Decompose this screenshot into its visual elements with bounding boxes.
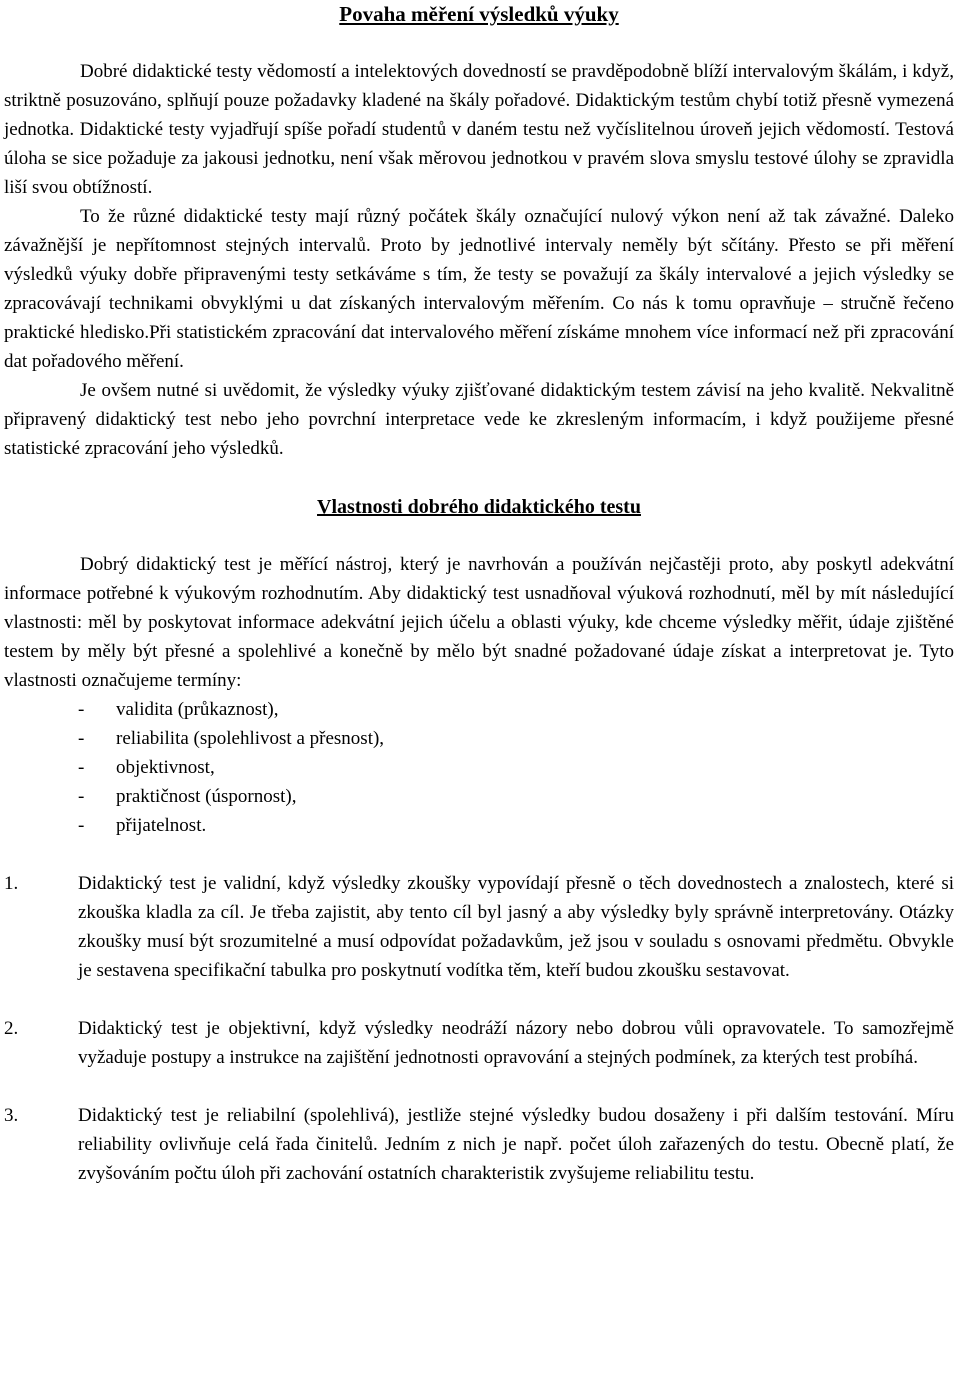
list-item-text: validita (průkaznost), bbox=[116, 699, 279, 720]
item-number: 1. bbox=[4, 873, 19, 894]
list-item bbox=[78, 811, 954, 840]
dash-marker: - bbox=[78, 728, 85, 749]
list-item-text: reliabilita (spolehlivost a přesnost), bbox=[116, 728, 385, 749]
item-text: Didaktický test je objektivní, když výsledky neodráží názory nebo dobrou vůli opravovatele. To samozřejmě vyžaduje postupy a instrukce na zajištění jednotnosti opravování a stejných podmínek, za kterých test probíhá. bbox=[78, 1018, 954, 1068]
numbered-item-objectivity bbox=[4, 1014, 954, 1072]
intro-paragraph-1: Dobré didaktické testy vědomostí a intelektových dovedností se pravděpodobně blíží intervalovým škálám, i když, striktně posuzováno, splňují pouze požadavky kladené na škály pořadové. Didaktickým testům chybí totiž přesně vymezená jednotka. Didaktické testy vyjadřují spíše pořadí studentů v daném testu než vyčíslitelnou úroveň jejich vědomostí. Testová úloha se sice požaduje za jakousi jednotku, není však měrovou jednotkou v pravém slova smyslu testové úlohy se zpravidla liší svou obtížností. bbox=[4, 61, 954, 198]
list-item bbox=[78, 724, 954, 753]
list-item-text: přijatelnost. bbox=[116, 815, 207, 836]
intro-paragraph-2: To že různé didaktické testy mají různý počátek škály označující nulový výkon není až tak závažné. Daleko závažnější je nepřítomnost stejných intervalů. Proto by jednotlivé intervaly neměly být sčítány. Přesto se při měření výsledků výuky dobře připravenými testy setkáváme s tím, že testy se považují za škály intervalové a jejich výsledky se zpracovávají technikami obvyklými u dat získaných intervalovým měřením. Co nás k tomu opravňuje – stručně řečeno praktické hledisko.Při statistickém zpracování dat intervalového měření získáme mnohem více informací než při zpracování dat pořadového měření. bbox=[4, 206, 954, 372]
item-text: Didaktický test je reliabilní (spolehlivá), jestliže stejné výsledky budou dosaženy i při dalším testování. Míru reliability ovlivňuje celá řada činitelů. Jedním z nich je např. počet úloh zařazených do testu. Obecně platí, že zvyšováním počtu úloh při zachování ostatních charakteristik zvyšujeme reliabilitu testu. bbox=[78, 1105, 954, 1184]
list-item bbox=[78, 695, 954, 724]
section-title: Vlastnosti dobrého didaktického testu bbox=[317, 496, 641, 518]
intro-paragraph-3: Je ovšem nutné si uvědomit, že výsledky výuky zjišťované didaktickým testem závisí na jeho kvalitě. Nekvalitně připravený didaktický test nebo jeho povrchní interpretace vede ke zkresleným informacím, i když použijeme přesné statistické zpracování jeho výsledků. bbox=[4, 380, 954, 459]
properties-list bbox=[4, 695, 954, 840]
numbered-item-validity bbox=[4, 869, 954, 985]
item-text: Didaktický test je validní, když výsledky zkoušky vypovídají přesně o těch dovednostech a znalostech, které si zkouška kladla za cíl. Je třeba zajistit, aby tento cíl byl jasný a aby výsledky byly správně interpretovány. Otázky zkoušky musí být srozumitelné a musí odpovídat požadavkům, jež jsou v souladu s osnovami předmětu. Obvykle je sestavena specifikační tabulka pro poskytnutí vodítka těm, kteří budou zkoušku sestavovat. bbox=[78, 873, 954, 981]
spacer bbox=[4, 1072, 954, 1101]
page-title: Povaha měření výsledků výuky bbox=[339, 2, 619, 26]
list-item bbox=[78, 782, 954, 811]
dash-marker: - bbox=[78, 786, 85, 807]
dash-marker: - bbox=[78, 757, 85, 778]
spacer bbox=[4, 840, 954, 869]
spacer bbox=[4, 522, 954, 550]
spacer bbox=[4, 29, 954, 57]
list-item-text: objektivnost, bbox=[116, 757, 215, 778]
list-item bbox=[78, 753, 954, 782]
dash-marker: - bbox=[78, 699, 85, 720]
spacer bbox=[4, 985, 954, 1014]
spacer bbox=[4, 463, 954, 493]
item-number: 2. bbox=[4, 1018, 19, 1039]
dash-marker: - bbox=[78, 815, 85, 836]
item-number: 3. bbox=[4, 1105, 19, 1126]
section-paragraph: Dobrý didaktický test je měřící nástroj, který je navrhován a používán nejčastěji proto, aby poskytl adekvátní informace potřebné k výukovým rozhodnutím. Aby didaktický test usnadňoval výuková rozhodnutí, měl by mít následující vlastnosti: měl by poskytovat informace adekvátní jejich účelu a oblasti výuky, kde chceme výsledky měřit, údaje zjištěné testem by měly být přesné a spolehlivé a konečně by mělo být snadné požadované údaje získat a interpretovat je. Tyto vlastnosti označujeme termíny: bbox=[4, 554, 954, 691]
numbered-item-reliability bbox=[4, 1101, 954, 1188]
list-item-text: praktičnost (úspornost), bbox=[116, 786, 297, 807]
